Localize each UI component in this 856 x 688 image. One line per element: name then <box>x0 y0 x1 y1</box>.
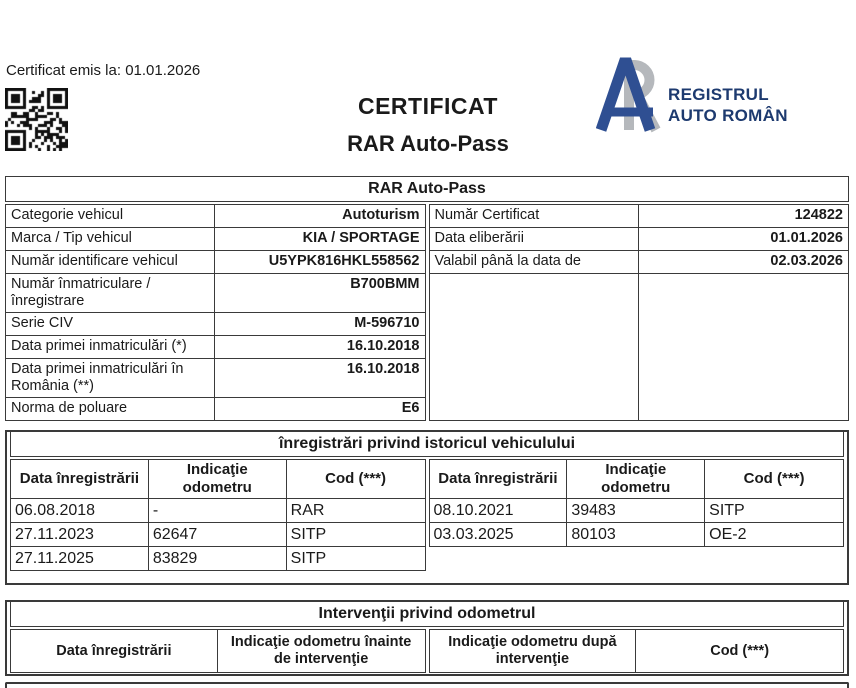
interventions-band: Intervenţii privind odometrul <box>10 602 844 627</box>
field-label: Categorie vehicul <box>6 205 215 227</box>
field-value: 01.01.2026 <box>770 230 843 246</box>
field-value: B700BMM <box>350 276 420 292</box>
history-row <box>430 522 844 546</box>
history-cell: 27.11.2025 <box>11 547 149 570</box>
interventions-header-cell: Indicaţie odometru înainte de intervenţie <box>230 634 412 667</box>
interventions-right <box>429 629 845 673</box>
interventions-header-cell: Indicaţie odometru după intervenţie <box>430 630 637 672</box>
field-label: Valabil până la data de <box>430 251 639 273</box>
history-cell: RAR <box>290 502 325 519</box>
history-cell: 08.10.2021 <box>430 499 568 522</box>
interventions-table <box>5 600 849 676</box>
field-value: E6 <box>401 400 420 416</box>
history-header-cell: Data înregistrării <box>11 460 149 498</box>
history-header-cell: Indicaţie odometru <box>149 460 287 498</box>
history-cell: 83829 <box>149 547 287 570</box>
field-value: M-596710 <box>354 315 420 331</box>
field-value: 124822 <box>794 207 843 223</box>
history-header-row <box>430 460 844 498</box>
certificate-subtitle: RAR Auto-Pass <box>347 131 509 156</box>
field-label: Norma de poluare <box>6 398 215 420</box>
empty-cell <box>430 274 639 420</box>
history-row <box>11 522 425 546</box>
field-value: 16.10.2018 <box>346 361 420 377</box>
interventions-header-cell: Cod (***) <box>710 642 770 659</box>
empty-field-row <box>430 273 849 420</box>
history-cell: 03.03.2025 <box>430 523 568 546</box>
history-cell: SITP <box>290 526 327 543</box>
field-label: Număr Certificat <box>430 205 639 227</box>
history-row <box>11 498 425 522</box>
field-row <box>6 312 425 335</box>
field-label: Serie CIV <box>6 313 215 335</box>
field-row <box>6 227 425 250</box>
field-value: 02.03.2026 <box>770 253 843 269</box>
rar-logo <box>596 56 788 134</box>
field-row <box>6 397 425 420</box>
history-cell: 27.11.2023 <box>11 523 149 546</box>
field-value: 16.10.2018 <box>346 338 420 354</box>
rar-logo-wordmark <box>668 84 788 126</box>
field-label: Număr identificare vehicul <box>6 251 215 273</box>
logo-text-line1: REGISTRUL <box>668 85 769 104</box>
history-header-row <box>11 460 425 498</box>
interventions-left <box>10 629 426 673</box>
history-cell: OE-2 <box>709 526 747 543</box>
vehicle-table-band: RAR Auto-Pass <box>5 176 849 202</box>
vehicle-table-right <box>429 204 850 421</box>
next-table-stub <box>5 682 849 688</box>
vehicle-table <box>5 176 849 421</box>
field-row <box>6 205 425 227</box>
field-row <box>6 250 425 273</box>
empty-cell <box>639 274 848 420</box>
history-cell: 80103 <box>567 523 705 546</box>
field-label: Data primei inmatriculări (*) <box>6 336 215 358</box>
field-value: KIA / SPORTAGE <box>302 230 420 246</box>
history-row <box>11 546 425 570</box>
field-value: U5YPK816HKL558562 <box>268 253 420 269</box>
history-left <box>10 459 426 571</box>
history-header-cell: Cod (***) <box>325 470 386 487</box>
rar-logo-mark <box>596 56 662 134</box>
field-row <box>430 227 849 250</box>
field-label: Marca / Tip vehicul <box>6 228 215 250</box>
history-cell: 06.08.2018 <box>11 499 149 522</box>
certificate-title: CERTIFICAT <box>357 93 498 119</box>
field-row <box>430 250 849 273</box>
history-header-cell: Cod (***) <box>743 470 805 487</box>
history-cell: - <box>149 499 287 522</box>
vehicle-table-left <box>5 204 426 421</box>
history-header-cell: Indicaţie odometru <box>567 460 705 498</box>
field-row <box>6 335 425 358</box>
history-header-cell: Data înregistrării <box>430 460 568 498</box>
history-cell: 39483 <box>567 499 705 522</box>
history-cell: SITP <box>290 550 327 567</box>
interventions-header-row <box>430 630 844 672</box>
field-row <box>6 358 425 397</box>
field-label: Număr înmatriculare / înregistrare <box>6 274 215 312</box>
field-label: Data eliberării <box>430 228 639 250</box>
field-value: Autoturism <box>342 207 420 223</box>
history-cell: 62647 <box>149 523 287 546</box>
history-band: înregistrări privind istoricul vehiculului <box>10 432 844 457</box>
history-table <box>5 430 849 585</box>
interventions-header-cell: Data înregistrării <box>11 630 218 672</box>
history-row <box>430 498 844 522</box>
logo-text-line2: AUTO ROMÂN <box>668 106 788 125</box>
history-cell: SITP <box>709 502 745 519</box>
issued-date-label: Certificat emis la: 01.01.2026 <box>6 62 201 79</box>
history-right <box>429 459 845 547</box>
interventions-header-row <box>11 630 425 672</box>
field-label: Data primei inmatriculări în România (**) <box>6 359 215 397</box>
field-row <box>6 273 425 312</box>
field-row <box>430 205 849 227</box>
